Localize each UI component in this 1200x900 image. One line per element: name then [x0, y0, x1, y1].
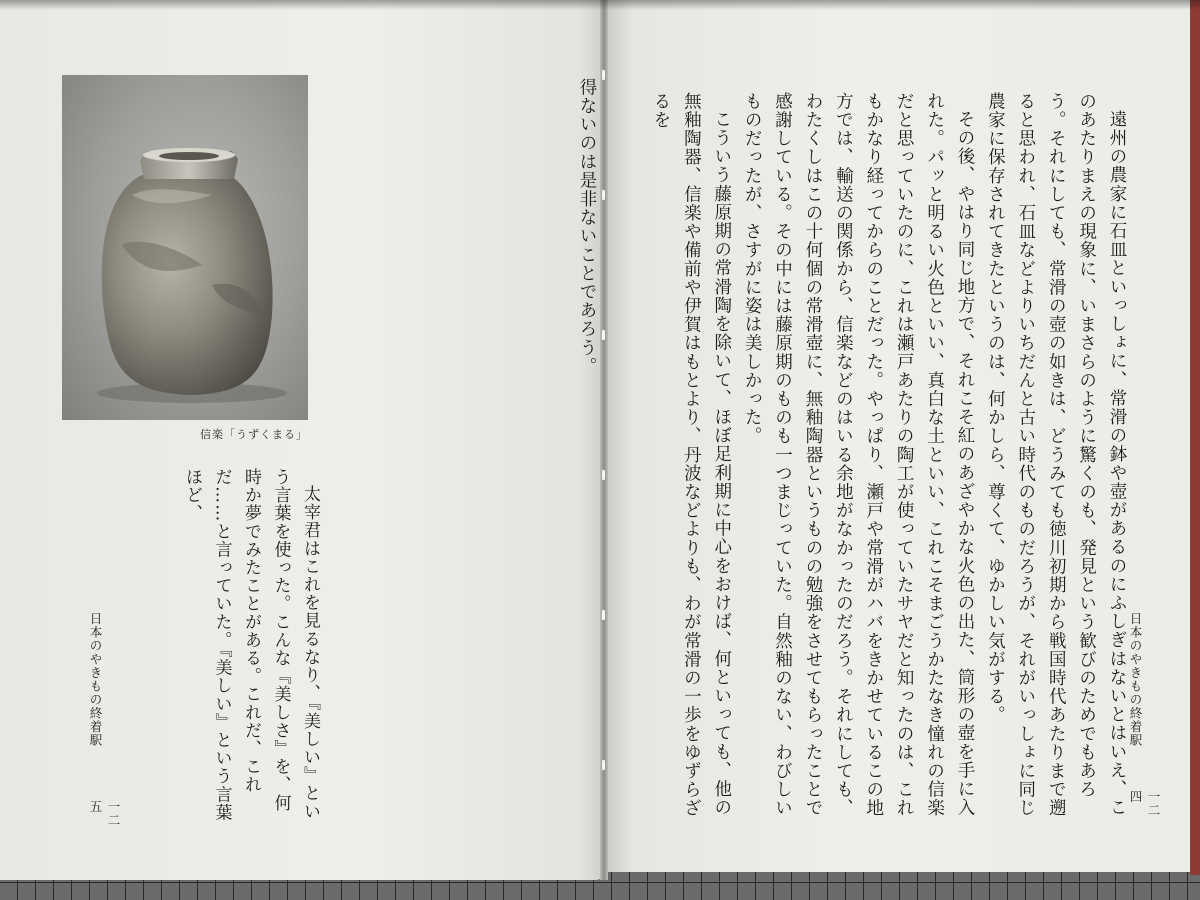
stoneware-jar-image	[62, 75, 308, 420]
running-head-left: 日本のやきもの終着駅	[88, 612, 103, 747]
jar-photo	[62, 75, 308, 420]
binding-stitch	[602, 70, 605, 80]
left-body-text	[330, 78, 602, 828]
photo-caption: 信楽「うずくまる」	[200, 428, 308, 441]
binding-stitch	[602, 470, 605, 480]
folio-left: 一二五	[88, 800, 121, 827]
paragraph: その後、やはり同じ地方で、それこそ紅のあざやかな火色の出た、筒形の壺を手に入れた。パッと明るい火色といい、真白な土といい、これこそまごうかたなき憧れの信楽だと思っていたのに、これは瀬戸あたりの陶工が使っていたサヤだと知ったのは、これもかなり経ってからのことだった。やっぱり、瀬戸や常滑がハバをきかせているこの地方では、輸送の関係から、信楽などのはいる余地がなかったのだろう。それにしても、わたくしはこの十何個の常滑壺に、無釉陶器というものの勉強をさせてもらったことで感謝している。その中には藤原期のものも一つまじっていた。自然釉のない、わびしいものだったが、さすがに姿は美しかった。	[742, 92, 975, 818]
folio-right: 一二四	[1128, 790, 1161, 817]
right-body-text	[650, 92, 1132, 832]
paragraph: 得ないのは是非ないことであろう。	[577, 78, 597, 376]
left-page	[0, 0, 604, 880]
binding-stitch	[602, 760, 605, 770]
binding-stitch	[602, 330, 605, 340]
cover-edge	[1190, 0, 1200, 875]
binding-stitch	[602, 610, 605, 620]
paragraph: 遠州の農家に石皿といっしょに、常滑の鉢や壺があるのにふしぎはないとはいえ、このあたりまえの現象に、いまさらのように驚くのも、発見という歓びのためでもあろう。それにしても、常滑の壺の如きは、どうみても徳川初期から戦国時代あたりまで遡ると思われ、石皿などよりいちだんと古い時代のものだろうが、それがいっしょに同じ農家に保存されてきたというのは、何かしら、尊くて、ゆかしい気がする。	[985, 92, 1127, 818]
paragraph: 太宰君はこれを見るなり、『美しい』という言葉を使った。こんな『美しさ』を、何時か夢でみたことがある。これだ、これだ……と言っていた。『美しい』という言葉ほど、	[182, 468, 320, 822]
paragraph: こういう藤原期の常滑陶を除いて、ほぼ足利期に中心をおけば、何といっても、他の無釉陶器、信楽や備前や伊賀はもとより、丹波などよりも、わが常滑の一歩をゆずらざるを	[650, 92, 732, 818]
binding-stitch	[602, 190, 605, 200]
top-shadow	[0, 0, 1200, 10]
book-spine	[600, 0, 608, 880]
running-head-right: 日本のやきもの終着駅	[1128, 612, 1143, 747]
